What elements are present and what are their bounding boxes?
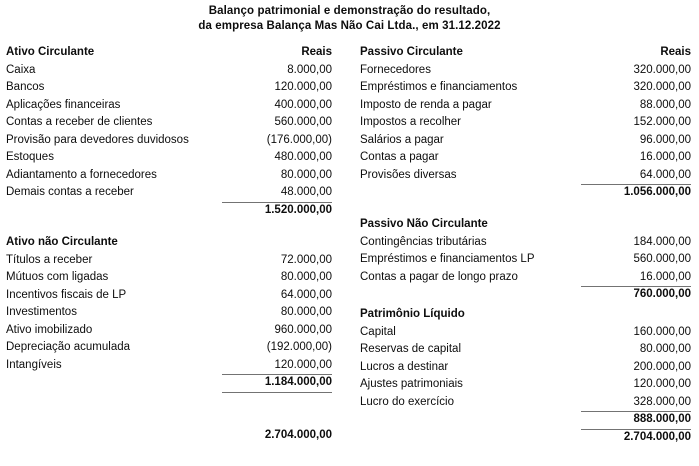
row-value: 400.000,00 xyxy=(274,98,332,111)
table-row xyxy=(6,97,332,115)
table-row xyxy=(360,149,691,167)
row-value: 184.000,00 xyxy=(633,235,691,248)
row-label: Capital xyxy=(360,325,396,338)
row-label: Bancos xyxy=(6,81,45,93)
row-label: Contas a receber de clientes xyxy=(6,116,153,128)
row-value: 120.000,00 xyxy=(274,81,332,93)
row-label: Ativo imobilizado xyxy=(6,323,93,336)
liabilities-current-heading-row xyxy=(360,44,691,62)
row-label: Contingências tributárias xyxy=(360,235,487,248)
table-row xyxy=(6,114,332,132)
row-value: 96.000,00 xyxy=(639,133,691,146)
table-row xyxy=(6,132,332,150)
row-value: 72.000,00 xyxy=(280,253,332,266)
row-value: 80.000,00 xyxy=(280,306,332,318)
row-value: 88.000,00 xyxy=(639,98,691,111)
row-value: 8.000,00 xyxy=(287,63,332,76)
assets-grand-total: 2.704.000,00 xyxy=(264,429,332,441)
row-value: 64.000,00 xyxy=(639,168,691,181)
row-value: 328.000,00 xyxy=(633,395,691,408)
table-row xyxy=(6,62,332,80)
row-value: 560.000,00 xyxy=(274,116,332,128)
document-title xyxy=(0,0,699,34)
row-value: 80.000,00 xyxy=(280,168,332,181)
table-row xyxy=(360,394,691,412)
row-label: Empréstimos e financiamentos LP xyxy=(360,253,535,265)
equity-subtotal-row xyxy=(360,411,691,429)
row-label: Intangíveis xyxy=(6,358,62,371)
row-label: Títulos a receber xyxy=(6,253,93,266)
table-row xyxy=(6,269,332,287)
assets-noncurrent-subtotal-row xyxy=(6,374,332,392)
row-value: 320.000,00 xyxy=(633,63,691,76)
table-row xyxy=(6,322,332,340)
row-label: Caixa xyxy=(6,63,36,76)
row-label: Aplicações financeiras xyxy=(6,98,121,111)
assets-current-heading-row xyxy=(6,44,332,62)
liabilities-equity-grand-total: 2.704.000,00 xyxy=(623,430,691,443)
row-label: Fornecedores xyxy=(360,63,431,76)
row-label: Estoques xyxy=(6,151,54,163)
row-value: 160.000,00 xyxy=(633,325,691,338)
row-value: 16.000,00 xyxy=(639,270,691,283)
row-value: 120.000,00 xyxy=(274,358,332,371)
row-value: 480.000,00 xyxy=(274,151,332,163)
assets-grand-total-row xyxy=(6,427,332,445)
table-row xyxy=(360,269,691,287)
row-value: 560.000,00 xyxy=(633,253,691,265)
equity-heading: Patrimônio Líquido xyxy=(360,308,465,320)
assets-current-subtotal: 1.520.000,00 xyxy=(264,203,332,216)
assets-subtotal-underline xyxy=(222,392,332,393)
liabilities-current-value-header: Reais xyxy=(660,46,691,58)
row-value: 320.000,00 xyxy=(633,81,691,93)
assets-current-heading: Ativo Circulante xyxy=(6,46,95,58)
equity-subtotal: 888.000,00 xyxy=(633,413,691,425)
table-row xyxy=(6,167,332,185)
equity-heading-row xyxy=(360,306,691,324)
liabilities-noncurrent-heading: Passivo Não Circulante xyxy=(360,218,488,230)
table-row xyxy=(6,287,332,305)
table-row xyxy=(6,252,332,270)
row-value: 64.000,00 xyxy=(280,288,332,301)
assets-noncurrent-heading-row xyxy=(6,234,332,252)
row-label: Adiantamento a fornecedores xyxy=(6,168,157,181)
row-value: 80.000,00 xyxy=(280,271,332,283)
table-row xyxy=(6,339,332,357)
row-value: (176.000,00) xyxy=(266,133,332,146)
row-label: Contas a pagar de longo prazo xyxy=(360,270,518,283)
table-row xyxy=(360,167,691,185)
row-value: 80.000,00 xyxy=(639,343,691,355)
liabilities-noncurrent-heading-row xyxy=(360,216,691,234)
document-title-line-2: da empresa Balança Mas Não Cai Ltda., em 31.12.2022 xyxy=(198,20,501,32)
table-row xyxy=(6,304,332,322)
table-row xyxy=(6,149,332,167)
row-label: Impostos a recolher xyxy=(360,116,461,128)
row-value: 152.000,00 xyxy=(633,116,691,128)
row-value: 120.000,00 xyxy=(633,378,691,390)
row-value: 200.000,00 xyxy=(633,360,691,373)
liabilities-current-subtotal-row xyxy=(360,184,691,202)
liabilities-current-heading: Passivo Circulante xyxy=(360,46,463,58)
liabilities-equity-grand-total-row xyxy=(360,429,691,447)
table-row xyxy=(360,251,691,269)
row-label: Reservas de capital xyxy=(360,343,461,355)
assets-noncurrent-heading: Ativo não Circulante xyxy=(6,236,118,248)
liabilities-current-subtotal: 1.056.000,00 xyxy=(623,186,691,198)
liabilities-noncurrent-subtotal-row xyxy=(360,286,691,304)
row-label: Provisão para devedores duvidosos xyxy=(6,133,189,146)
row-value: 16.000,00 xyxy=(639,151,691,163)
row-label: Contas a pagar xyxy=(360,151,439,163)
table-row xyxy=(360,62,691,80)
row-label: Ajustes patrimoniais xyxy=(360,378,463,390)
table-row xyxy=(360,376,691,394)
table-row xyxy=(360,97,691,115)
table-row xyxy=(6,184,332,202)
row-label: Depreciação acumulada xyxy=(6,341,131,353)
row-label: Provisões diversas xyxy=(360,168,457,181)
row-label: Lucros a destinar xyxy=(360,360,449,373)
table-row xyxy=(360,359,691,377)
table-row xyxy=(360,324,691,342)
row-value: (192.000,00) xyxy=(266,341,332,353)
row-label: Salários a pagar xyxy=(360,133,444,146)
row-label: Empréstimos e financiamentos xyxy=(360,81,518,93)
row-label: Imposto de renda a pagar xyxy=(360,98,492,111)
row-value: 960.000,00 xyxy=(274,323,332,336)
row-label: Mútuos com ligadas xyxy=(6,271,109,283)
row-label: Lucro do exercício xyxy=(360,395,454,408)
table-row xyxy=(360,114,691,132)
assets-noncurrent-subtotal: 1.184.000,00 xyxy=(264,376,332,388)
assets-current-value-header: Reais xyxy=(301,46,332,58)
row-label: Demais contas a receber xyxy=(6,186,134,198)
table-row xyxy=(360,79,691,97)
assets-current-subtotal-row xyxy=(6,202,332,220)
row-label: Investimentos xyxy=(6,306,77,318)
liabilities-noncurrent-subtotal: 760.000,00 xyxy=(633,288,691,300)
table-row xyxy=(360,234,691,252)
row-value: 48.000,00 xyxy=(280,186,332,198)
table-row xyxy=(6,79,332,97)
row-label: Incentivos fiscais de LP xyxy=(6,288,127,301)
document-title-line-1: Balanço patrimonial e demonstração do resultado, xyxy=(208,5,491,17)
table-row xyxy=(360,132,691,150)
table-row xyxy=(6,357,332,375)
table-row xyxy=(360,341,691,359)
